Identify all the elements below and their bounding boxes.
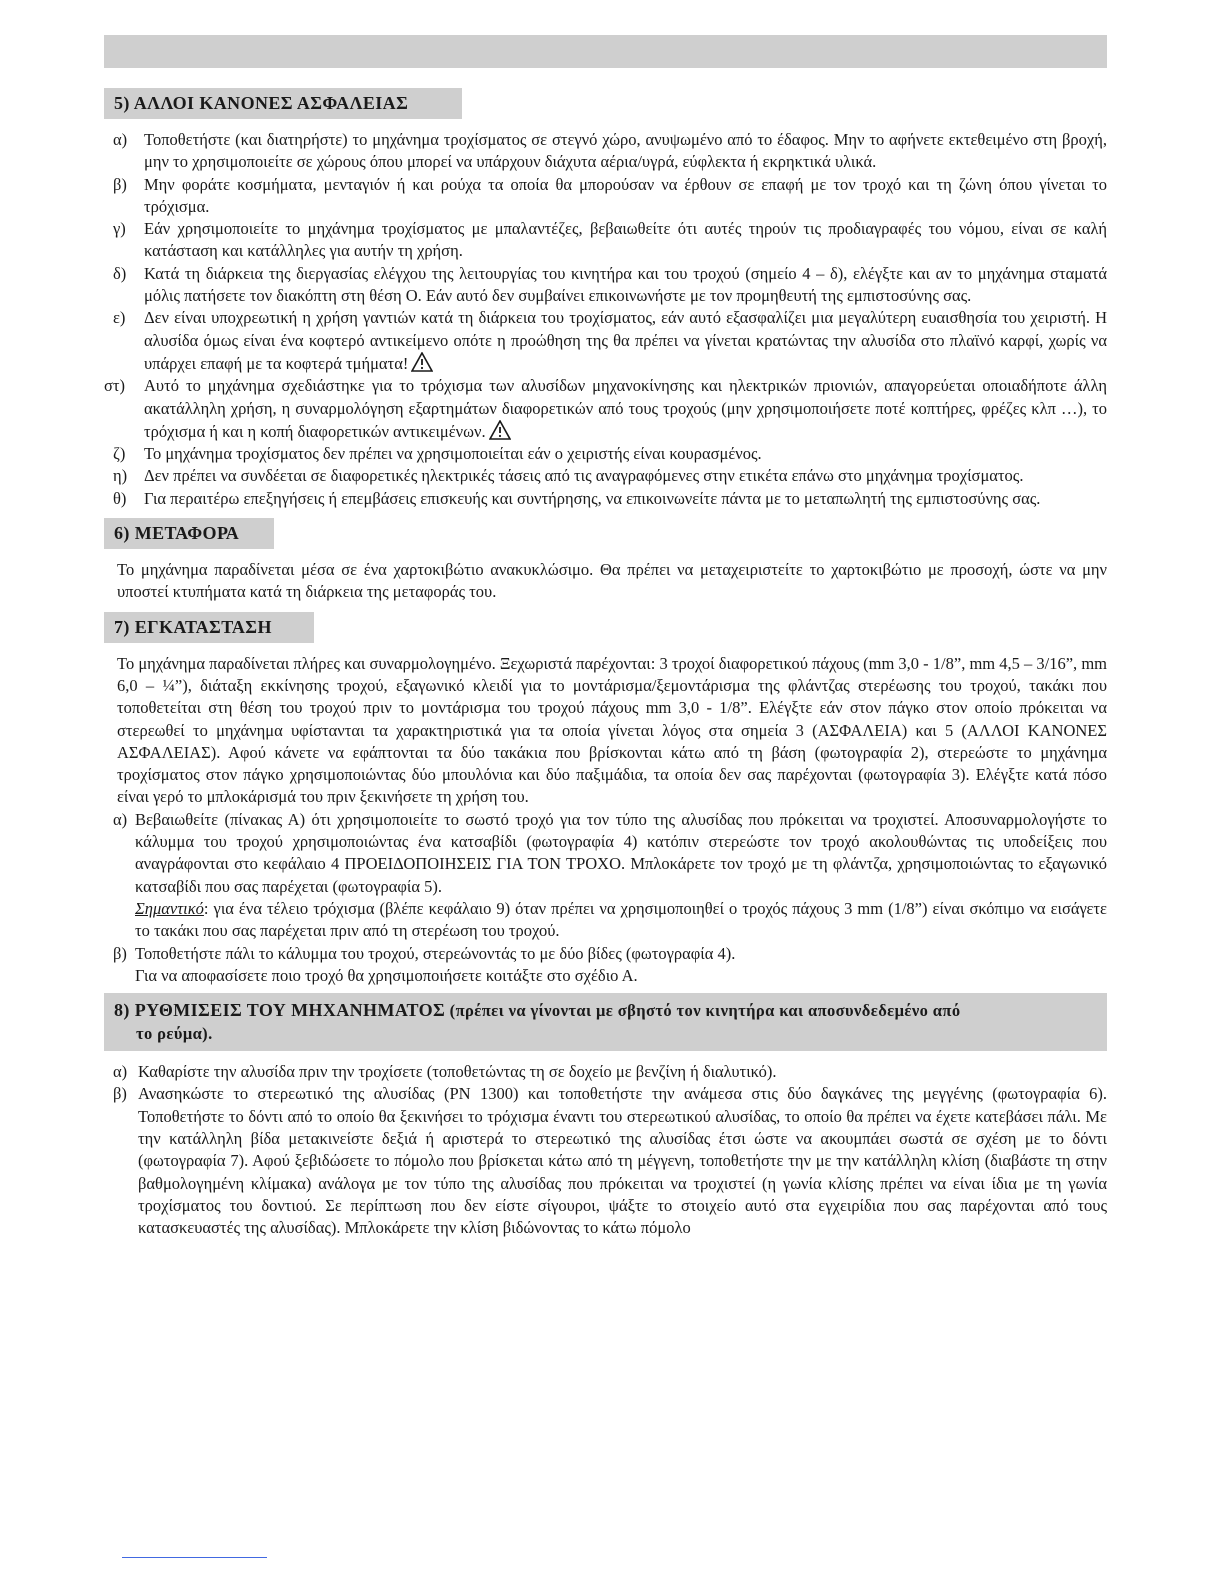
item-text-continued: Για να αποφασίσετε ποιο τροχό θα χρησιμοποιήσετε κοιτάξτε στο σχέδιο Α. bbox=[135, 965, 638, 985]
section-8-subtitle-continued: το ρεύμα). bbox=[136, 1024, 213, 1044]
list-item bbox=[113, 943, 1107, 988]
section-6-text: Το μηχάνημα παραδίνεται μέσα σε ένα χαρτοκιβώτιο ανακυκλώσιμο. Θα πρέπει να μεταχειριστείτε το χαρτοκιβώτιο με προσοχή, ώστε να μην υποστεί κτυπήματα κατά τη διάρκεια της μεταφοράς του. bbox=[117, 560, 1107, 602]
item-text: Το μηχάνημα τροχίσματος δεν πρέπει να χρησιμοποιείται εάν ο χειριστής είναι κουρασμένος. bbox=[144, 444, 762, 464]
list-item bbox=[113, 488, 1107, 510]
item-label: α) bbox=[113, 130, 128, 149]
header-band bbox=[104, 35, 1107, 68]
section-7-intro: Το μηχάνημα παραδίνεται πλήρες και συναρμολογημένο. Ξεχωριστά παρέχονται: 3 τροχοί διαφορετικού πάχους (mm 3,0 - 1/8”, mm 4,5 – 3/16”, mm 6,0 – ¼”), διάταξη εκκίνησης τροχού, εξαγωνικό κλειδί για το μοντάρισμα/ξεμοντάρισμα της φλάντζας στερέωσης του τροχού, τακάκι που τοποθετείται στη θέση του τροχού πριν το μοντάρισμα του τροχού πάχους mm 3,0 - 1/8”. Ελέγξτε εάν στον πάγκο στον οποίο πρόκειται να στερεωθεί το μηχάνημα υφίστανται τα χαρακτηριστικά για τα οποία γίνεται λόγος στα σημεία 3 (ΑΣΦΑΛΕΙΑ) και 5 (ΑΛΛΟΙ ΚΑΝΟΝΕΣ ΑΣΦΑΛΕΙΑΣ). Αφού κάνετε να εφάπτονται τα δύο τακάκια που βρίσκονται κάτω από τη βάση (φωτογραφία 2), στερεώστε το μηχάνημα τροχίσματος στον πάγκο χρησιμοποιώντας δύο μπουλόνια και δύο παξιμάδια, τα οποία δεν σας παρέχονται (φωτογραφία 3). Ελέγξτε κατά πόσο είναι γερό το μπλοκάρισμά του πριν ξεκινήσετε τη χρήση του. bbox=[117, 653, 1107, 807]
item-label: α) bbox=[113, 809, 128, 829]
item-text: Τοποθετήστε (και διατηρήστε) το μηχάνημα τροχίσματος σε στεγνό χώρο, ανυψωμένο από το έδαφος. Μην το αφήνετε εκτεθειμένο στη βροχή, μην το χρησιμοποιείτε σε χώρους όπου μπορεί να υπάρχουν διάχυτα αέρια/υγρά, εύφλεκτα ή εκρηκτικά υλικά. bbox=[144, 130, 1107, 172]
list-item bbox=[104, 375, 1107, 443]
section-5-heading: 5) ΑΛΛΟΙ ΚΑΝΟΝΕΣ ΑΣΦΑΛΕΙΑΣ bbox=[104, 88, 462, 119]
note-text: : για ένα τέλειο τρόχισμα (βλέπε κεφάλαιο 9) όταν πρέπει να χρησιμοποιηθεί ο τροχός πάχους 3 mm (1/8”) είναι σκόπιμο να εισάγετε το τακάκι που σας παρέχεται πριν από τη στερέωση του τροχού. bbox=[135, 898, 1107, 941]
item-label: δ) bbox=[113, 263, 127, 283]
item-label: α) bbox=[113, 1062, 128, 1082]
section-5-list bbox=[104, 129, 1107, 510]
item-text: Κατά τη διάρκεια της διεργασίας ελέγχου της λειτουργίας του κινητήρα και του τροχού (σημείο 4 – δ), ελέγξτε και αν το μηχάνημα σταματά μόλις πατήσετε τον διακόπτη στη θέση Ο. Εάν αυτό δεν συμβαίνει επικοινωνήστε με τον προμηθευτή της εμπιστοσύνης σας. bbox=[144, 263, 1107, 306]
item-text: Ανασηκώστε το στερεωτικό της αλυσίδας (PN 1300) και τοποθετήστε την ανάμεσα στις δύο δαγκάνες της μεγγένης (φωτογραφία 6). Τοποθετήστε το δόντι από το οποίο θα ξεκινήσει το τρόχισμα έναντι του στερεωτικού αλυσίδας, το οποίο θα πρέπει να έχετε κατεβάσει πάλι. Με την κατάλληλη βίδα μετακινείστε δεξιά ή αριστερά το στερεωτικό της αλυσίδας έτσι ώστε να ακουμπάει σωστά σε σχέση με το δόντι (φωτογραφία 7). Αφού ξεβιδώσετε το πόμολο που βρίσκεται κάτω από τη μέγγενη, τοποθετήστε την με την κατάλληλη κλίση (διαβάστε τη στην βαθμολογημένη κλίμακα) ανάλογα με τον τύπο της αλυσίδας που πρόκειται να τροχιστεί (η γωνία κλίσης πρέπει να είναι ίδια με τη γωνία τροχίσματος του δοντιού. Σε περίπτωση που δεν είστε σίγουροι, ψάξτε το στοιχείο αυτό στα εγχειρίδια που σας παρέχονται από τους κατασκευαστές της αλυσίδας). Μπλοκάρετε την κλίση βιδώνοντας το κάτω πόμολο bbox=[138, 1084, 1107, 1238]
list-item bbox=[113, 307, 1107, 375]
item-text: Μην φοράτε κοσμήματα, μενταγιόν ή και ρούχα τα οποία θα μπορούσαν να έρθουν σε επαφή με τον τροχό και τη ζώνη όπου γίνεται το τρόχισμα. bbox=[144, 174, 1107, 216]
note-label: Σημαντικό bbox=[135, 898, 204, 918]
item-label: ε) bbox=[113, 308, 126, 328]
item-text: Εάν χρησιμοποιείτε το μηχάνημα τροχίσματος με μπαλαντέζες, βεβαιωθείτε ότι αυτές τηρούν τις προδιαγραφές του νόμου, είναι σε καλή κατάσταση και κατάλληλες για αυτήν τη χρήση. bbox=[144, 219, 1107, 261]
list-item bbox=[113, 263, 1107, 308]
item-text: Καθαρίστε την αλυσίδα πριν την τροχίσετε (τοποθετώντας τη σε δοχείο με βενζίνη ή διαλυτικό). bbox=[138, 1062, 777, 1082]
item-label: η) bbox=[113, 466, 128, 486]
document-page bbox=[104, 88, 1107, 1239]
section-8-list bbox=[104, 1061, 1107, 1239]
item-text: Δεν είναι υποχρεωτική η χρήση γαντιών κατά τη διάρκεια του τροχίσματος, εάν αυτό εξασφαλίζει μια μεγαλύτερη ευαισθησία του χειριστή. Η αλυσίδα όμως είναι ένα κοφτερό αντικείμενο οπότε η προώθηση της θα πρέπει να γίνεται κρατώντας την αλυσίδα στο πλαϊνό καρφί, χωρίς να υπάρχει επαφή με τα κοφτερά τμήματα! bbox=[144, 308, 1107, 373]
item-text: Τοποθετήστε πάλι το κάλυμμα του τροχού, στερεώνοντάς το με δύο βίδες (φωτογραφία 4). bbox=[135, 943, 736, 963]
list-item bbox=[113, 218, 1107, 263]
section-8-heading bbox=[104, 993, 1107, 1051]
item-label: ζ) bbox=[113, 444, 126, 464]
item-text: Αυτό το μηχάνημα σχεδιάστηκε για το τρόχισμα των αλυσίδων μηχανοκίνησης και ηλεκτρικών πριονιών, απαγορεύεται οποιαδήποτε άλλη ακατάλληλη χρήση, η συναρμολόγηση εξαρτημάτων διαφορετικών από τους τροχούς (μην χρησιμοποιήσετε ποτέ κοπτήρες, φρέζες κλπ …), το τρόχισμα ή και η κοπή διαφορετικών αντικειμένων. bbox=[144, 376, 1107, 441]
section-7-heading: 7) ΕΓΚΑΤΑΣΤΑΣΗ bbox=[104, 612, 314, 643]
item-label: γ) bbox=[113, 219, 126, 239]
list-item bbox=[113, 129, 1107, 174]
list-item bbox=[113, 1083, 1107, 1239]
item-label: β) bbox=[113, 943, 127, 963]
list-item bbox=[113, 174, 1107, 219]
section-8-title: 8) ΡΥΘΜΙΣΕΙΣ ΤΟΥ ΜΗΧΑΝΗΜΑΤΟΣ bbox=[114, 1000, 446, 1021]
list-item bbox=[113, 1061, 1107, 1083]
list-item bbox=[113, 465, 1107, 487]
footnote-separator bbox=[122, 1557, 267, 1558]
item-label: στ) bbox=[104, 376, 126, 396]
item-label: β) bbox=[113, 174, 127, 194]
item-text: Βεβαιωθείτε (πίνακας Α) ότι χρησιμοποιείτε το σωστό τροχό για τον τύπο της αλυσίδας που πρόκειται να τροχιστεί. Αποσυναρμολογήστε το κάλυμμα του τροχού χρησιμοποιώντας ένα κατσαβίδι (φωτογραφία 4) κατόπιν στερεώστε τον τροχό ακολουθώντας τις υποδείξεις που αναγράφονται στο κεφάλαιο 4 ΠΡΟΕΙΔΟΠΟΙΗΣΕΙΣ ΓΙΑ ΤΟΝ ΤΡΟΧΟ. Μπλοκάρετε τον τροχό με τη φλάντζα, χρησιμοποιώντας το εξαγωνικό κατσαβίδι που σας παρέχεται (φωτογραφία 5). bbox=[135, 809, 1107, 896]
section-7-list bbox=[104, 809, 1107, 987]
section-8-subtitle: (πρέπει να γίνονται με σβηστό τον κινητήρα και αποσυνδεδεμένο από bbox=[445, 1001, 961, 1021]
section-6-heading: 6) ΜΕΤΑΦΟΡΑ bbox=[104, 518, 274, 549]
warning-icon bbox=[411, 352, 433, 372]
warning-icon bbox=[489, 420, 511, 440]
item-label: β) bbox=[113, 1084, 127, 1104]
list-item bbox=[113, 443, 1107, 465]
item-text: Δεν πρέπει να συνδέεται σε διαφορετικές ηλεκτρικές τάσεις από τις αναγραφόμενες στην ετικέτα επάνω στο μηχάνημα τροχίσματος. bbox=[144, 466, 1024, 486]
item-label: θ) bbox=[113, 488, 127, 508]
item-text: Για περαιτέρω επεξηγήσεις ή επεμβάσεις επισκευής και συντήρησης, να επικοινωνείτε πάντα με το μεταπωλητή της εμπιστοσύνης σας. bbox=[144, 488, 1041, 508]
list-item bbox=[113, 809, 1107, 943]
